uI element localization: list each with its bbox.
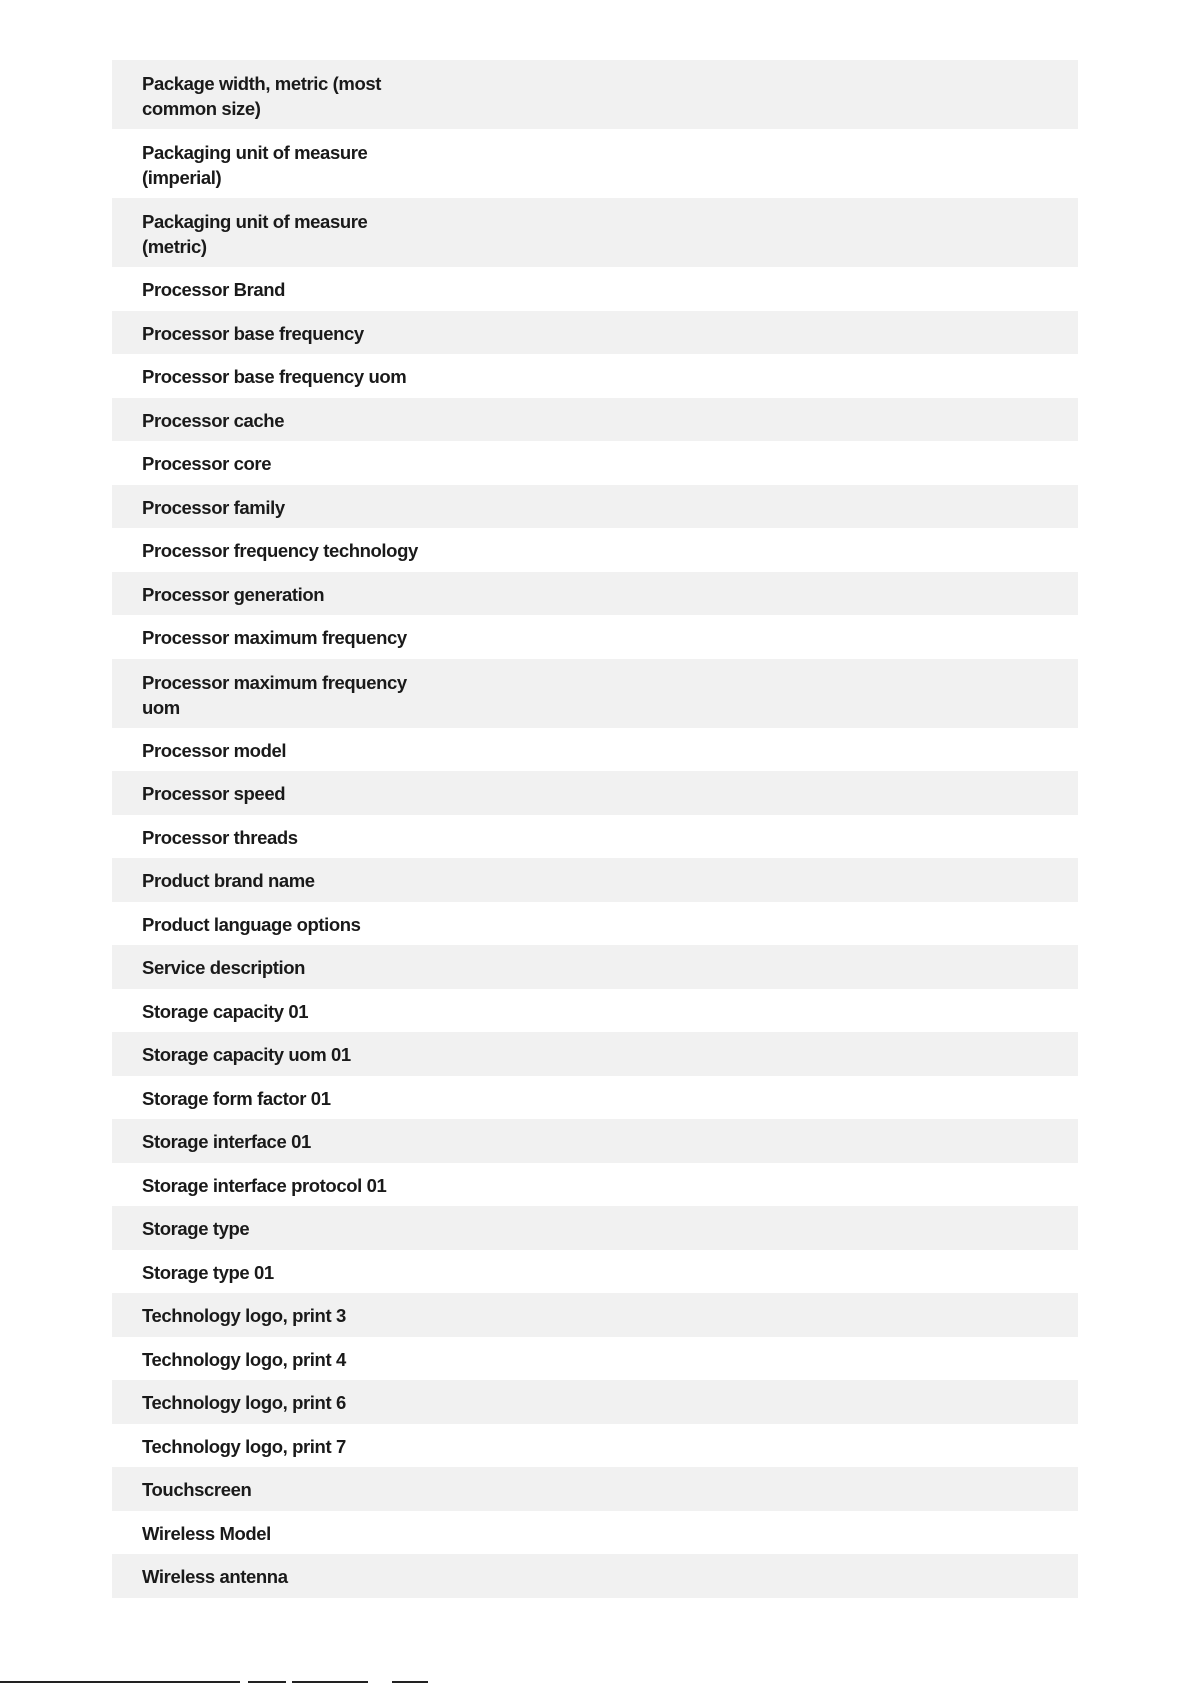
spec-row xyxy=(112,1337,1078,1381)
spec-label: Service description xyxy=(142,957,306,978)
spec-label: Processor family xyxy=(142,496,285,518)
spec-label: Packaging unit of measure (metric) xyxy=(142,211,368,257)
spec-label: Product language options xyxy=(142,913,361,935)
spec-row xyxy=(112,659,1078,728)
spec-label: Storage form factor 01 xyxy=(142,1087,331,1109)
spec-label: Technology logo, print 3 xyxy=(142,1305,346,1326)
spec-row xyxy=(112,945,1078,989)
spec-label: Storage capacity 01 xyxy=(142,1000,309,1022)
spec-row xyxy=(112,398,1078,442)
spec-label: Touchscreen xyxy=(142,1479,252,1500)
spec-label: Processor maximum frequency uom xyxy=(142,671,407,718)
spec-row xyxy=(112,441,1078,485)
spec-row xyxy=(112,989,1078,1033)
spec-row xyxy=(112,267,1078,311)
spec-label: Storage type 01 xyxy=(142,1261,274,1283)
spec-label: Processor Brand xyxy=(142,279,286,300)
spec-row xyxy=(112,1032,1078,1076)
spec-label: Product brand name xyxy=(142,870,315,891)
spec-row xyxy=(112,728,1078,772)
spec-label: Wireless antenna xyxy=(142,1566,288,1587)
spec-label: Wireless Model xyxy=(142,1522,271,1544)
spec-row xyxy=(112,311,1078,355)
spec-label: Processor speed xyxy=(142,783,286,804)
spec-label: Processor cache xyxy=(142,409,285,431)
spec-row xyxy=(112,902,1078,946)
spec-row xyxy=(112,1119,1078,1163)
spec-row xyxy=(112,1293,1078,1337)
spec-row xyxy=(112,198,1078,267)
spec-row xyxy=(112,1467,1078,1511)
spec-label: Processor generation xyxy=(142,583,325,605)
spec-row xyxy=(112,1424,1078,1468)
spec-row xyxy=(112,60,1078,129)
spec-row xyxy=(112,815,1078,859)
spec-label: Processor model xyxy=(142,739,287,761)
spec-row xyxy=(112,615,1078,659)
spec-row xyxy=(112,771,1078,815)
spec-label: Processor base frequency xyxy=(142,322,364,344)
spec-row xyxy=(112,528,1078,572)
spec-label: Processor frequency technology xyxy=(142,540,418,561)
spec-row xyxy=(112,1511,1078,1555)
spec-row xyxy=(112,1554,1078,1598)
spec-label: Technology logo, print 7 xyxy=(142,1435,346,1457)
spec-row xyxy=(112,1076,1078,1120)
spec-row xyxy=(112,572,1078,616)
spec-label: Packaging unit of measure (imperial) xyxy=(142,142,368,188)
spec-label: Storage interface protocol 01 xyxy=(142,1174,387,1196)
spec-label: Technology logo, print 6 xyxy=(142,1392,346,1413)
spec-row xyxy=(112,354,1078,398)
spec-label: Processor threads xyxy=(142,826,298,848)
spec-label: Technology logo, print 4 xyxy=(142,1348,346,1370)
spec-row xyxy=(112,485,1078,529)
spec-table xyxy=(112,60,1078,1598)
spec-label: Processor core xyxy=(142,453,272,474)
spec-row xyxy=(112,1250,1078,1294)
spec-label: Processor base frequency uom xyxy=(142,366,407,387)
spec-label: Storage capacity uom 01 xyxy=(142,1044,351,1065)
spec-row xyxy=(112,129,1078,198)
spec-row xyxy=(112,1380,1078,1424)
spec-row xyxy=(112,1206,1078,1250)
spec-row xyxy=(112,858,1078,902)
spec-label: Storage type xyxy=(142,1218,250,1239)
spec-row xyxy=(112,1163,1078,1207)
spec-label: Processor maximum frequency xyxy=(142,627,407,648)
spec-label: Storage interface 01 xyxy=(142,1131,311,1152)
spec-label: Package width, metric (most common size) xyxy=(142,73,382,119)
